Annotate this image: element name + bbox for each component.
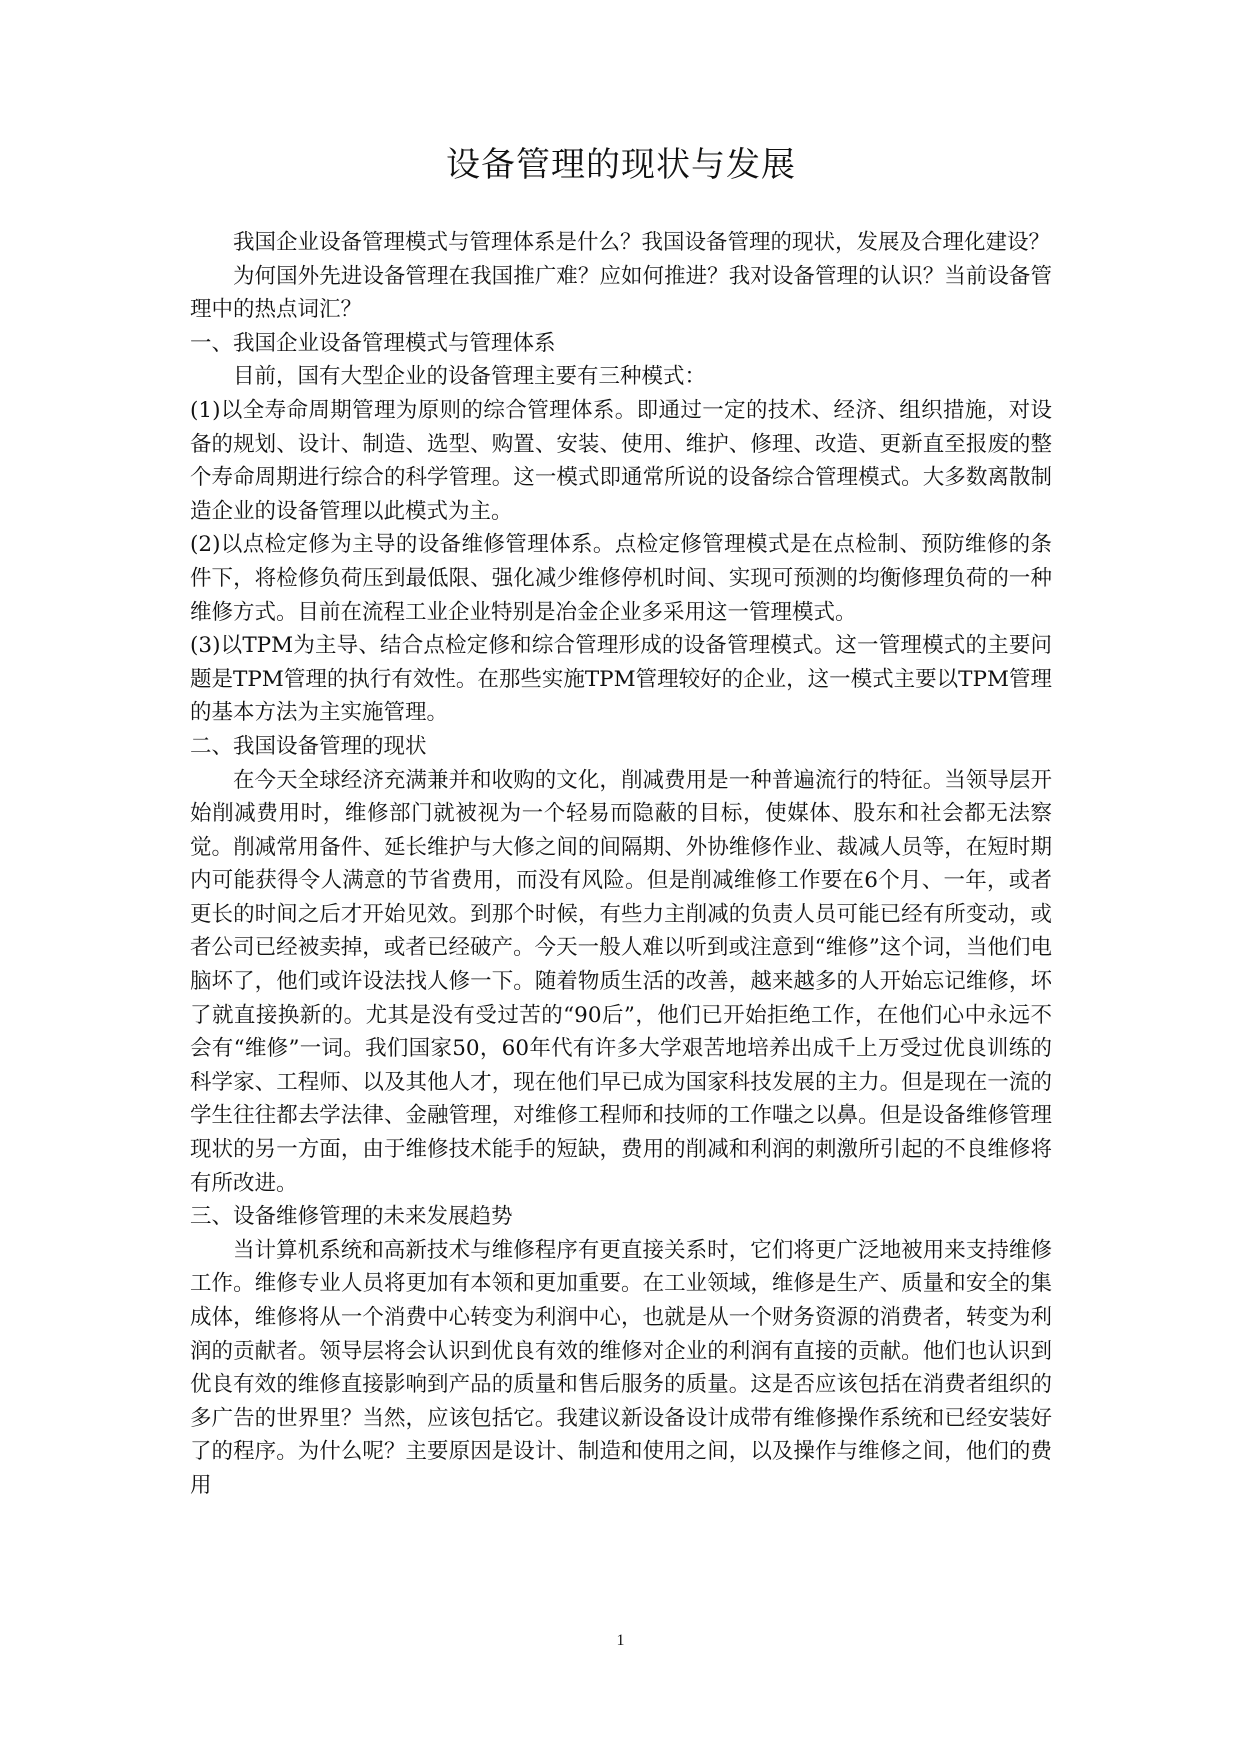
section-1-item-2: (2)以点检定修为主导的设备维修管理体系。点检定修管理模式是在点检制、预防维修的条件下，将检修负荷压到最低限、强化减少维修停机时间、实现可预测的均衡修理负荷的一种维修方式。目前在流程工业企业特别是冶金企业多采用这一管理模式。 bbox=[190, 532, 1052, 625]
section-2-body: 在今天全球经济充满兼并和收购的文化，削减费用是一种普遍流行的特征。当领导层开始削减费用时，维修部门就被视为一个轻易而隐蔽的目标，使媒体、股东和社会都无法察觉。削减常用备件、延长维护与大修之间的间隔期、外协维修作业、裁减人员等，在短时期内可能获得令人满意的节省费用，而没有风险。但是削减维修工作要在6个月、一年，或者更长的时间之后才开始见效。到那个时候，有些力主削减的负责人员可能已经有所变动，或者公司已经被卖掉，或者已经破产。今天一般人难以听到或注意到“维修”这个词，当他们电脑坏了，他们或许设法找人修一下。随着物质生活的改善，越来越多的人开始忘记维修，坏了就直接换新的。尤其是没有受过苦的“90后”，他们已开始拒绝工作，在他们心中永远不会有“维修”一词。我们国家50，60年代有许多大学艰苦地培养出成千上万受过优良训练的科学家、工程师、以及其他人才，现在他们早已成为国家科技发展的主力。但是现在一流的学生往往都去学法律、金融管理，对维修工程师和技师的工作嗤之以鼻。但是设备维修管理现状的另一方面，由于维修技术能手的短缺，费用的削减和利润的刺激所引起的不良维修将有所改进。 bbox=[190, 767, 1052, 1196]
intro-paragraph-2: 为何国外先进设备管理在我国推广难？应如何推进？我对设备管理的认识？当前设备管理中的热点词汇？ bbox=[190, 263, 1052, 323]
section-1-item-1: (1)以全寿命周期管理为原则的综合管理体系。即通过一定的技术、经济、组织措施，对设备的规划、设计、制造、选型、购置、安装、使用、维护、修理、改造、更新直至报废的整个寿命周期进行综合的科学管理。这一模式即通常所说的设备综合管理模式。大多数离散制造企业的设备管理以此模式为主。 bbox=[190, 397, 1052, 524]
section-2-heading: 二、我国设备管理的现状 bbox=[190, 733, 427, 759]
section-1-lead: 目前，国有大型企业的设备管理主要有三种模式： bbox=[233, 364, 707, 390]
document-title: 设备管理的现状与发展 bbox=[446, 145, 796, 185]
section-1-heading: 一、我国企业设备管理模式与管理体系 bbox=[190, 330, 556, 356]
section-1-item-3: (3)以TPM为主导、结合点检定修和综合管理形成的设备管理模式。这一管理模式的主要问题是TPM管理的执行有效性。在那些实施TPM管理较好的企业，这一模式主要以TPM管理的基本方法为主实施管理。 bbox=[190, 633, 1052, 726]
section-3-heading: 三、设备维修管理的未来发展趋势 bbox=[190, 1204, 513, 1230]
document-page bbox=[190, 145, 1052, 1503]
intro-paragraph-1: 我国企业设备管理模式与管理体系是什么？我国设备管理的现状，发展及合理化建设？ bbox=[233, 230, 1051, 255]
page-number: 1 bbox=[616, 1632, 625, 1649]
section-3-body: 当计算机系统和高新技术与维修程序有更直接关系时，它们将更广泛地被用来支持维修工作。维修专业人员将更加有本领和更加重要。在工业领域，维修是生产、质量和安全的集成体，维修将从一个消费中心转变为利润中心，也就是从一个财务资源的消费者，转变为利润的贡献者。领导层将会认识到优良有效的维修对企业的利润有直接的贡献。他们也认识到优良有效的维修直接影响到产品的质量和售后服务的质量。这是否应该包括在消费者组织的多广告的世界里？当然，应该包括它。我建议新设备设计成带有维修操作系统和已经安装好了的程序。为什么呢？主要原因是设计、制造和使用之间，以及操作与维修之间，他们的费用 bbox=[190, 1237, 1052, 1498]
